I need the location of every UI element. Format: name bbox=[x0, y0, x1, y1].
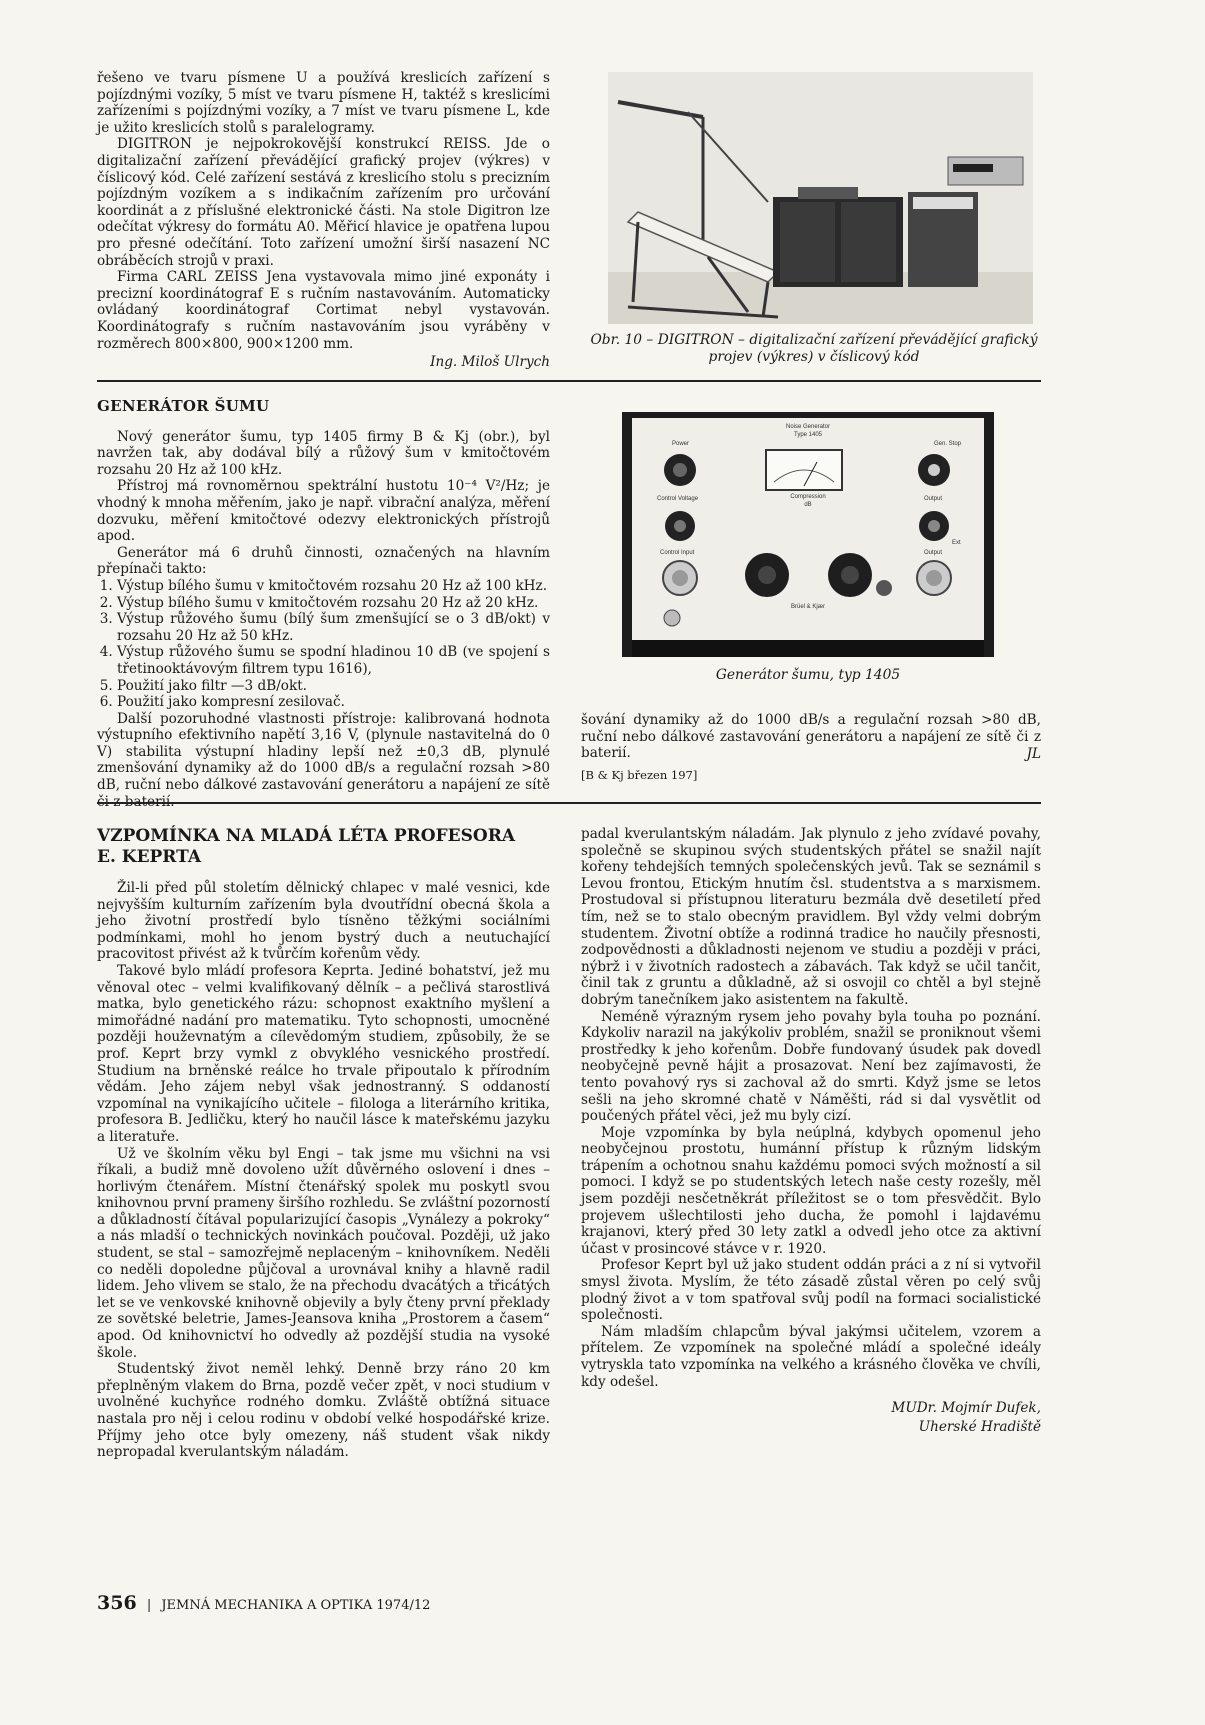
paragraph: Nový generátor šumu, typ 1405 firmy B & Kj (obr.), byl navržen tak, aby dodával bílý a růžový šum v kmitočtovém rozsahu 20 Hz až 100 kHz. bbox=[97, 428, 550, 478]
footer-separator: | bbox=[146, 1598, 152, 1613]
paragraph: Takové bylo mládí profesora Keprta. Jediné bohatství, jež mu věnoval otec – velmi kvalifikovaný dělník – a pečlivá starostlivá matka, bylo genetického rázu: schopnost exaktního myšlení a mimořádné nadání pro matematiku. Tyto schopnosti, umocněné později houževnatým a cílevědomým studiem, způsobily, že se prof. Keprt brzy vymkl z obvyklého vesnického prostředí. Studium na brněnské reálce ho trvale připoutalo k přírodním vědám. Jeho zájem nebyl však jednostranný. S oddaností vzpomínal na vynikajícího učitele – filologa a literárního kritika, profesora B. Jedličku, který ho naučil lásce k mateřskému jazyku a literatuře. bbox=[97, 962, 550, 1145]
list-item: 1. Výstup bílého šumu v kmitočtovém rozsahu 20 Hz až 100 kHz. bbox=[117, 578, 550, 595]
panel-bruel-label: Brüel & Kjær bbox=[790, 604, 826, 610]
memoir-signature-2: Uherské Hradiště bbox=[918, 1418, 1041, 1435]
panel-control-input-label: Control Input bbox=[660, 550, 695, 556]
divider-top bbox=[97, 380, 1041, 382]
signature: Ing. Miloš Ulrych bbox=[430, 354, 550, 371]
memoir-heading-line2: E. KEPRTA bbox=[97, 847, 202, 867]
paragraph: Firma CARL ZEISS Jena vystavovala mimo jiné exponáty i precizní koordinátograf E s ručním nastavováním. Automaticky ovládaný koordinátograf Cortimat nebyl vystavován. Koordinátografy s ručním nastavováním jsou vyráběny v rozměrech 800×800, 900×1200 mm. bbox=[97, 269, 550, 352]
paragraph: Studentský život neměl lehký. Denně brzy ráno 20 km přeplněným vlakem do Brna, pozdě večer zpět, v noci studium v uvolněné kuchyňce rodného domku. Zvláště obtížná situace nastala pro něj i celou rodinu v období velké hospodářské krize. Příjmy jeho otce byly omezeny, náš student však nikdy nepropadal kverulantským náladám. bbox=[97, 1361, 550, 1461]
panel-power-label: Power bbox=[672, 441, 690, 447]
memoir-heading bbox=[97, 826, 550, 868]
panel-gen-stop-label: Gen. Stop bbox=[934, 441, 962, 447]
paragraph: šování dynamiky až do 1000 dB/s a regulační rozsah >80 dB, ruční nebo dálkové zastavování generátoru a napájení ze sítě či z baterií. bbox=[581, 712, 1041, 762]
panel-title-1: Noise Generator bbox=[785, 424, 831, 430]
memoir-left-column bbox=[97, 826, 550, 1556]
panel-db-label: dB bbox=[804, 502, 812, 508]
noise-generator-caption: Generátor šumu, typ 1405 bbox=[715, 667, 901, 683]
panel-output-bottom-label: Output bbox=[924, 550, 943, 556]
paragraph: DIGITRON je nejpokrokovější konstrukcí REISS. Jde o digitalizační zařízení převádějící grafický projev (výkres) v číslicový kód. Celé zařízení sestává z kreslicího stolu s precizním pojízdným vozíkem a s indikačním zařízením pro určování koordinát a z příslušné elektronické části. Na stole Digitron lze odečítat výkresy do formátu A0. Měřicí hlavice je opatřena lupou pro přesné odečítání. Toto zařízení umožní širší nasazení NC obráběcích strojů v praxi. bbox=[97, 136, 550, 269]
noise-generator-panel bbox=[622, 412, 994, 657]
noise-generator-photo bbox=[622, 412, 994, 657]
journal-name: JEMNÁ MECHANIKA A OPTIKA 1974/12 bbox=[161, 1598, 431, 1613]
page-number: 356 bbox=[97, 1592, 137, 1614]
noise-heading: GENERÁTOR ŠUMU bbox=[97, 397, 270, 415]
digitron-caption: Obr. 10 – DIGITRON – digitalizační zařízení převádějící grafický projev (výkres) v číslicový kód bbox=[590, 332, 1038, 365]
panel-output-top-label: Output bbox=[924, 496, 943, 502]
memoir-heading-line1: VZPOMÍNKA NA MLADÁ LÉTA PROFESORA bbox=[97, 826, 516, 846]
paragraph: Už ve školním věku byl Engi – tak jsme mu všichni na vsi říkali, a budiž mně dovoleno užít důvěrného oslovení i dnes – horlivým čtenářem. Místní čtenářský spolek mu poskytl svou knihovnou první prameny širšího rozhledu. Se zvláštní pozorností a důkladností čítával popularizující časopis „Vynálezy a pokroky“ a nás mladší o technických novinkách poučoval. Později, už jako student, se stal – samozřejmě neplaceným – knihovníkem. Neděli co neděli dopoledne půjčoval a urovnával knihy a hlavně radil lidem. Jeho vlivem se stalo, že na přechodu dvacátých a třicátých let se ve venkovské knihovně objevily a byly čteny první překlady ze sovětské beletrie, James-Jeansova kniha „Prostorem a časem“ apod. Od knihovnictví ho odvedly až pozdější studia na vysoké škole. bbox=[97, 1145, 550, 1361]
paragraph: Přístroj má rovnoměrnou spektrální hustotu 10⁻⁴ V²/Hz; je vhodný k mnoha měřením, jako je např. vibrační analýza, měření dozvuku, měření kmitočtové odezvy elektronických přístrojů apod. bbox=[97, 478, 550, 545]
list-item: 6. Použití jako kompresní zesilovač. bbox=[117, 694, 550, 711]
memoir-right-column bbox=[581, 826, 1041, 1435]
panel-ext-label: Ext bbox=[952, 540, 961, 546]
paragraph: řešeno ve tvaru písmene U a používá kreslicích zařízení s pojízdnými vozíky, 5 míst ve tvaru písmene H, taktéž s kreslicími zařízeními s pojízdnými vozíky, a 7 míst ve tvaru písmene L, kde je užito kreslicích stolů s paralelogramy. bbox=[97, 70, 550, 136]
paragraph: Profesor Keprt byl už jako student oddán práci a z ní si vytvořil smysl života. Myslím, že této zásadě zůstal věren po celý svůj plodný život a v tom spatřoval svůj podíl na formaci socialistické společnosti. bbox=[581, 1257, 1041, 1324]
paragraph: Další pozoruhodné vlastnosti přístroje: kalibrovaná hodnota výstupního efektivního napětí 3,16 V, (plynule nastavitelná do 0 V) stabilita výstupní hladiny lepší než ±0,3 dB, plynulé zmenšování dynamiky až do 1000 dB/s a regulační rozsah >80 dB, ruční nebo dálkové zastavování generátoru a napájení ze sítě či z baterií. bbox=[97, 710, 550, 810]
list-item: 2. Výstup bílého šumu v kmitočtovém rozsahu 20 Hz až 20 kHz. bbox=[117, 595, 550, 612]
list-item: 5. Použití jako filtr —3 dB/okt. bbox=[117, 678, 550, 695]
page-footer bbox=[97, 1592, 430, 1614]
paragraph: Generátor má 6 druhů činnosti, označených na hlavním přepínači takto: bbox=[97, 544, 550, 578]
panel-title-2: Type 1405 bbox=[793, 432, 823, 438]
memoir-signature-1: MUDr. Mojmír Dufek, bbox=[891, 1400, 1041, 1417]
paragraph: Moje vzpomínka by byla neúplná, kdybych opomenul jeho neobyčejnou prostotu, humánní přístup k různým lidským trápením a ochotnou snahu každému pomoci svých možností a sil pomoci. I když se po studentských letech naše cesty rozešly, měl jsem později nesčetněkrát příležitost se o tom přesvědčit. Bylo projevem ušlechtilosti jeho ducha, že pomohl i lajdavému krajanovi, který před 30 lety zatkl a odvedl jeho otce za aktivní účast v prosincové stávce v r. 1920. bbox=[581, 1124, 1041, 1257]
digitron-photo-illustration bbox=[608, 72, 1033, 324]
top-article-text bbox=[97, 70, 550, 371]
mode-list bbox=[97, 578, 550, 711]
paragraph: Žil-li před půl stoletím dělnický chlapec v malé vesnici, kde nejvyšším kulturním zařízením byla dvoutřídní obecná škola a jeho životní prostředí bylo tísněno těžkými sociálními podmínkami, mohl ho jenom bystrý duch a neutuchající pracovitost přivést až k tvůrčím kořenům vědy. bbox=[97, 880, 550, 963]
list-item: 3. Výstup růžového šumu (bílý šum zmenšující se o 3 dB/okt) v rozsahu 20 Hz až 50 kHz. bbox=[117, 611, 550, 644]
divider-bottom bbox=[97, 802, 1041, 804]
paragraph: padal kverulantským náladám. Jak plynulo z jeho zvídavé povahy, společně se skupinou svých studentských přátel se snažil najít kořeny tehdejších temných společenských jevů. Tak se seznámil s Levou frontou, Etickým hnutím čsl. studentstva a s marxismem. Prostudoval si přístupnou literaturu bezmála dvě desetiletí před tím, než se to stalo obecným pravidlem. Byl vždy velmi dobrým studentem. Životní obtíže a rodinná tradice ho naučily přesnosti, zodpovědnosti a důkladnosti nejenom ve studiu a později v práci, nýbrž i v životních radostech a zábavách. Tak když se učil tančit, činil tak z gruntu a důkladně, až si osvojil co chtěl a byl stejně dobrým tanečníkem jako asistentem na fakultě. bbox=[581, 826, 1041, 1008]
panel-control-voltage-label: Control Voltage bbox=[657, 496, 699, 502]
paragraph: Neméně výrazným rysem jeho povahy byla touha po poznání. Kdykoliv narazil na jakýkoliv problém, snažil se proniknout všemi prostředky k jeho kořenům. Dobře fundovaný úsudek pak dovedl neobyčejně pevně hájit a prosazovat. Není bez zajímavosti, že tento povahový rys si zachoval až do smrti. Když jsme se letos sešli na jeho skromné chatě v Náměšti, rád si dal vysvětlit od poučených přátel věci, jež mu byly cizí. bbox=[581, 1008, 1041, 1125]
noise-article-continuation bbox=[581, 712, 1041, 762]
panel-compression-label: Compression bbox=[790, 494, 826, 500]
list-item: 4. Výstup růžového šumu se spodní hladinou 10 dB (ve spojení s třetinooktávovým filtrem typu 1616), bbox=[117, 644, 550, 677]
noise-source: [B & Kj březen 197] bbox=[581, 768, 698, 782]
digitron-photo bbox=[608, 72, 1033, 324]
noise-article-text bbox=[97, 397, 550, 810]
noise-signature: JL bbox=[1026, 745, 1041, 762]
paragraph: Nám mladším chlapcům býval jakýmsi učitelem, vzorem a přítelem. Ze vzpomínek na společné mládí a společné ideály vytryskla tato vzpomínka na velkého a krásného člověka ve chvíli, kdy odešel. bbox=[581, 1323, 1041, 1390]
